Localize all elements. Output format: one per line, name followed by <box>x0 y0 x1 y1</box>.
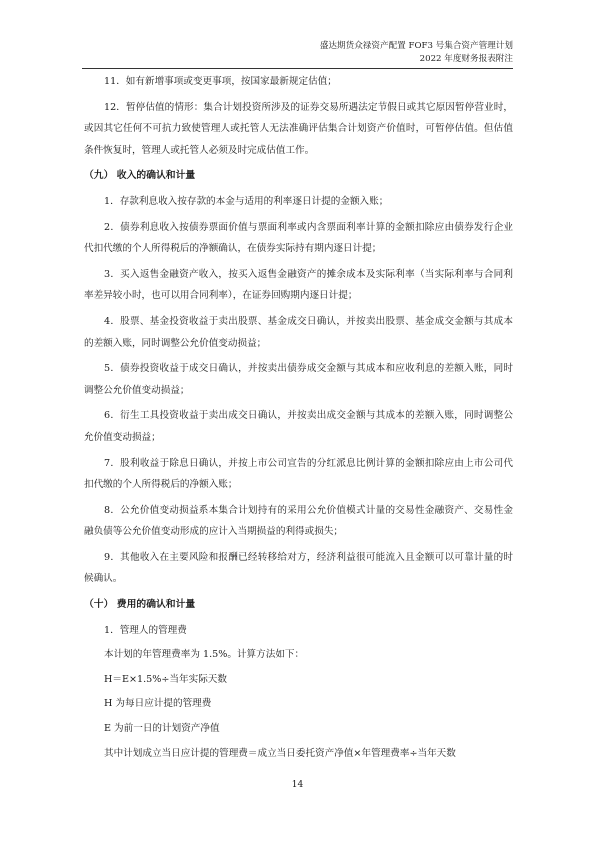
income-item-4: 4．股票、基金投资收益于卖出股票、基金成交日确认，并按卖出股票、基金成交金额与其成本的差额入账，同时调整公允价值变动损益； <box>84 315 513 349</box>
header-divider <box>82 68 513 69</box>
income-item-6: 6．衍生工具投资收益于卖出成交日确认，并按卖出成交金额与其成本的差额入账，同时调整公允价值变动损益； <box>84 410 513 443</box>
income-item-8: 8．公允价值变动损益系本集合计划持有的采用公允价值模式计量的交易性金融资产、交易性金融负债等公允价值变动形成的应计入当期损益的利得或损失； <box>84 504 513 538</box>
expense-formula-h: H 为每日应计提的管理费 <box>104 698 212 710</box>
income-item-5: 5．债券投资收益于成交日确认，并按卖出债券成交金额与其成本和应收利息的差额入账，同时调整公允价值变动损益； <box>84 363 513 396</box>
paragraph-valuation-11: 11．如有新增事项或变更事项，按国家最新规定估值； <box>104 76 337 87</box>
expense-first-day: 其中计划成立当日应计提的管理费＝成立当日委托资产净值×年管理费率÷当年天数 <box>104 747 456 759</box>
income-item-1: 1．存款利息收入按存款的本金与适用的利率逐日计提的金额入账； <box>104 195 389 207</box>
header-plan-name: 盛达期货众禄资产配置 FOF3 号集合资产管理计划 <box>319 41 513 51</box>
header-report-title: 2022 年度财务报表附注 <box>419 54 513 64</box>
page-body <box>84 71 513 767</box>
paragraph-valuation-12: 12．暂停估值的情形：集合计划投资所涉及的证券交易所遇法定节假日或其它原因暂停营业时，或因其它任何不可抗力致使管理人或托管人无法准确评估集合计划资产价值时，可暂停估值。但估值条件恢复时，管理人或托管人必须及时完成估值工作。 <box>84 101 513 156</box>
expense-formula-e: E 为前一日的计划资产净值 <box>104 723 220 735</box>
expense-rate-text: 本计划的年管理费率为 1.5%。计算方法如下： <box>104 649 305 661</box>
income-item-3: 3．买入返售金融资产收入，按买入返售金融资产的摊余成本及实际利率（当实际利率与合同利率差异较小时，也可以用合同利率），在证券回购期内逐日计提； <box>84 268 513 302</box>
income-item-7: 7．股利收益于除息日确认，并按上市公司宣告的分红派息比例计算的金额扣除应由上市公司代扣代缴的个人所得税后的净额入账； <box>84 457 513 491</box>
income-item-2: 2．债券利息收入按债券票面价值与票面利率或内含票面利率计算的金额扣除应由债券发行企业代扣代缴的个人所得税后的净额确认，在债券实际持有期内逐日计提； <box>84 221 513 255</box>
income-item-9: 9．其他收入在主要风险和报酬已经转移给对方，经济利益很可能流入且金额可以可靠计量的时候确认。 <box>84 551 513 585</box>
section-heading-income: （九） 收入的确认和计量 <box>84 170 196 182</box>
expense-item-1: 1．管理人的管理费 <box>104 624 187 636</box>
page-number: 14 <box>291 780 304 790</box>
section-heading-expense: （十） 费用的确认和计量 <box>84 599 196 611</box>
expense-formula: H＝E×1.5%÷当年实际天数 <box>104 673 227 685</box>
running-header <box>320 40 513 66</box>
